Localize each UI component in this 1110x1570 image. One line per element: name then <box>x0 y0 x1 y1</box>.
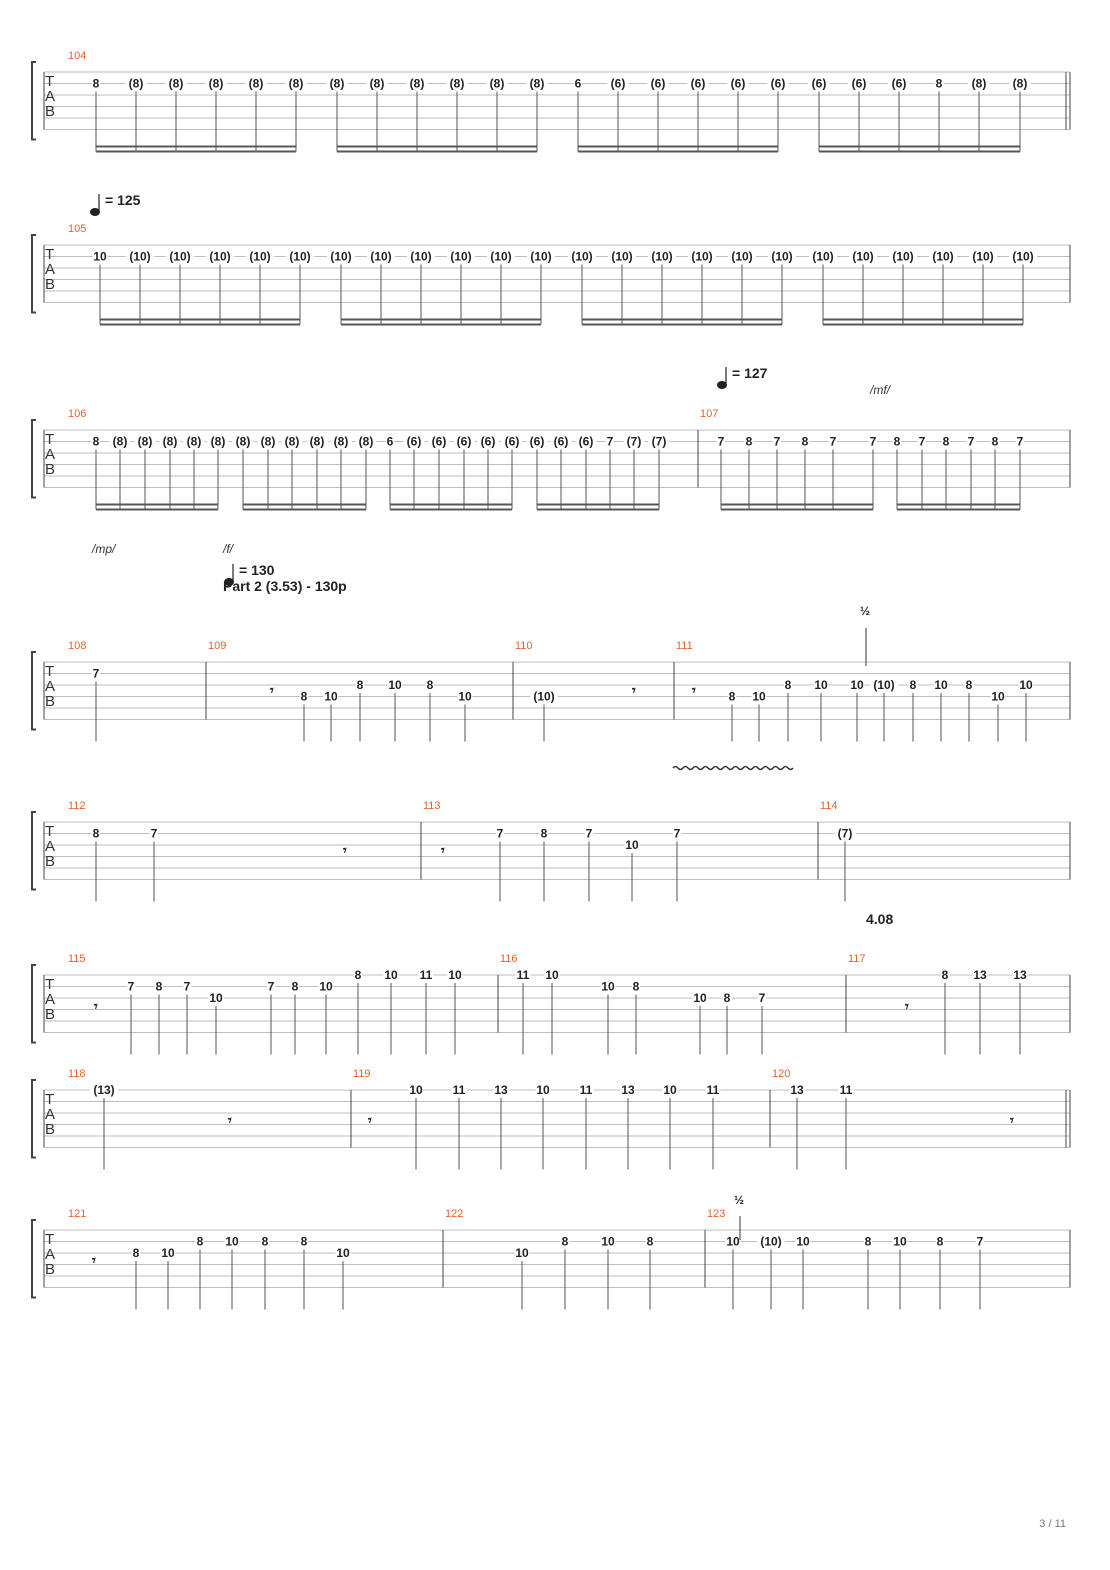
fret-number: (10) <box>530 249 552 264</box>
fret-number: (10) <box>760 1234 782 1249</box>
fret-number: 8 <box>941 968 949 982</box>
fret-number: (8) <box>409 76 425 91</box>
tab-clef-letter: B <box>45 103 56 120</box>
fret-number: 8 <box>356 678 364 692</box>
fret-number: (6) <box>730 76 746 91</box>
fret-number: 8 <box>909 678 917 692</box>
tab-clef-letter: B <box>45 276 56 293</box>
fret-number: (6) <box>891 76 907 91</box>
fret-number: 8 <box>261 1234 269 1249</box>
tempo-mark: = 127 <box>732 365 768 381</box>
fret-number: 8 <box>300 689 308 704</box>
system-bracket <box>32 1080 36 1158</box>
tab-clef-letter: T <box>45 431 55 448</box>
fret-number: (7) <box>626 434 642 449</box>
tab-clef-letter: B <box>45 853 56 870</box>
fret-number: 10 <box>1019 678 1033 692</box>
fret-number: (8) <box>358 434 374 449</box>
measure-number: 105 <box>68 223 87 235</box>
fret-number: 10 <box>209 991 223 1005</box>
fret-number: 13 <box>621 1083 635 1097</box>
fret-number: (6) <box>851 76 867 91</box>
fret-number: 7 <box>773 434 781 449</box>
fret-number: 10 <box>384 968 398 982</box>
fret-number: (10) <box>129 249 151 264</box>
rest-icon: 𝄾 <box>228 1112 232 1128</box>
fret-number: 8 <box>936 1234 944 1249</box>
fret-number: 13 <box>790 1083 804 1097</box>
fret-number: 7 <box>127 979 135 994</box>
fret-number: 8 <box>354 968 362 982</box>
fret-number: (10) <box>330 249 352 264</box>
fret-number: 8 <box>965 678 973 692</box>
tab-clef-letter: A <box>45 838 56 855</box>
fret-number: 13 <box>494 1083 508 1097</box>
fret-number: 11 <box>516 968 530 982</box>
fret-number: (8) <box>137 434 153 449</box>
fret-number: (8) <box>284 434 300 449</box>
tab-clef-letter: A <box>45 1246 56 1263</box>
fret-number: (8) <box>333 434 349 449</box>
fret-number: (6) <box>578 434 594 449</box>
fret-number: (8) <box>288 76 304 91</box>
fret-number: 8 <box>92 76 100 91</box>
rest-icon: 𝄾 <box>441 842 445 858</box>
fret-number: 8 <box>893 434 901 449</box>
fret-number: 10 <box>448 968 462 982</box>
fret-number: (6) <box>529 434 545 449</box>
fret-number: 8 <box>155 979 163 994</box>
fret-number: 7 <box>829 434 837 449</box>
fret-number: (10) <box>249 249 271 264</box>
tab-clef-letter: A <box>45 991 56 1008</box>
fret-number: (6) <box>690 76 706 91</box>
fret-number: (8) <box>329 76 345 91</box>
fret-number: (10) <box>450 249 472 264</box>
measure-number: 116 <box>500 953 518 965</box>
fret-number: (13) <box>93 1083 115 1097</box>
fret-number: (8) <box>112 434 128 449</box>
measure-number: 104 <box>68 50 87 62</box>
fret-number: (10) <box>209 249 231 264</box>
fret-number: 10 <box>319 979 333 994</box>
tab-clef-letter: A <box>45 261 56 278</box>
fret-number: 13 <box>973 968 987 982</box>
rest-icon: 𝄾 <box>92 1252 96 1268</box>
fret-number: 7 <box>673 826 681 841</box>
system-bracket <box>32 62 36 140</box>
fret-number: (10) <box>533 689 555 704</box>
fret-number: (10) <box>611 249 633 264</box>
fret-number: (10) <box>852 249 874 264</box>
tempo-mark: = 130 <box>239 562 275 578</box>
fret-number: (10) <box>771 249 793 264</box>
fret-number: 10 <box>336 1246 350 1260</box>
fret-number: 8 <box>801 434 809 449</box>
fret-number: 8 <box>196 1234 204 1249</box>
fret-number: 10 <box>991 689 1005 704</box>
fret-number: 7 <box>869 434 877 449</box>
fret-number: (8) <box>162 434 178 449</box>
tab-clef-letter: B <box>45 693 56 710</box>
fret-number: 10 <box>893 1234 907 1249</box>
tab-clef-letter: T <box>45 246 55 263</box>
fret-number: 10 <box>625 838 639 852</box>
fret-number: 10 <box>388 678 402 692</box>
fret-number: 8 <box>864 1234 872 1249</box>
fret-number: (8) <box>449 76 465 91</box>
fret-number: (6) <box>431 434 447 449</box>
fret-number: (6) <box>504 434 520 449</box>
fret-number: 8 <box>291 979 299 994</box>
fret-number: 7 <box>496 826 504 841</box>
fret-number: 11 <box>419 968 433 982</box>
fret-number: 7 <box>150 826 158 841</box>
fret-number: 8 <box>132 1246 140 1260</box>
fret-number: 6 <box>574 76 582 91</box>
fret-number: (6) <box>553 434 569 449</box>
rest-icon: 𝄾 <box>905 998 909 1014</box>
tab-clef-letter: T <box>45 1231 55 1248</box>
fret-number: 8 <box>723 991 731 1005</box>
fret-number: (10) <box>731 249 753 264</box>
fret-number: (8) <box>260 434 276 449</box>
section-marker: Part 2 (3.53) - 130p <box>223 578 347 594</box>
tab-clef-letter: A <box>45 446 56 463</box>
fret-number: (8) <box>248 76 264 91</box>
fret-number: 8 <box>92 434 100 449</box>
page-number: 3 / 11 <box>1039 1518 1066 1530</box>
measure-number: 108 <box>68 640 87 652</box>
fret-number: 10 <box>225 1234 239 1249</box>
fret-number: 8 <box>540 826 548 841</box>
system-bracket <box>32 812 36 890</box>
dynamic-marking: /mf/ <box>870 383 890 397</box>
system-bracket <box>32 965 36 1043</box>
measure-number: 117 <box>848 953 866 965</box>
tab-clef-letter: A <box>45 678 56 695</box>
fret-number: 10 <box>934 678 948 692</box>
rest-icon: 𝄾 <box>1010 1112 1014 1128</box>
fret-number: (6) <box>811 76 827 91</box>
measure-number: 120 <box>772 1068 791 1080</box>
tab-clef-letter: A <box>45 1106 56 1123</box>
time-marker: 4.08 <box>866 911 894 927</box>
fret-number: 10 <box>601 1234 615 1249</box>
fret-number: 10 <box>161 1246 175 1260</box>
fret-number: (10) <box>1012 249 1034 264</box>
fret-number: 10 <box>545 968 559 982</box>
fret-number: (7) <box>651 434 667 449</box>
fret-number: 7 <box>1016 434 1024 449</box>
fret-number: 7 <box>92 666 100 681</box>
fret-number: (10) <box>370 249 392 264</box>
fret-number: (8) <box>128 76 144 91</box>
fret-number: (8) <box>186 434 202 449</box>
fret-number: (10) <box>873 678 895 692</box>
tab-clef-letter: T <box>45 823 55 840</box>
fret-number: 10 <box>324 689 338 704</box>
fret-number: (10) <box>410 249 432 264</box>
fret-number: 8 <box>426 678 434 692</box>
tab-clef-letter: T <box>45 976 55 993</box>
fret-number: (10) <box>651 249 673 264</box>
fret-number: 7 <box>758 991 766 1005</box>
vibrato-icon <box>673 767 793 770</box>
fret-number: 10 <box>693 991 707 1005</box>
fret-number: 10 <box>536 1083 550 1097</box>
measure-number: 109 <box>208 640 227 652</box>
fret-number: 7 <box>606 434 614 449</box>
tab-clef-letter: B <box>45 1006 56 1023</box>
fret-number: (10) <box>490 249 512 264</box>
fret-number: (10) <box>289 249 311 264</box>
fret-number: (8) <box>208 76 224 91</box>
rest-icon: 𝄾 <box>343 842 347 858</box>
fret-number: 8 <box>991 434 999 449</box>
fret-number: (8) <box>971 76 987 91</box>
fret-number: (10) <box>571 249 593 264</box>
rest-icon: 𝄾 <box>270 682 274 698</box>
fret-number: (10) <box>691 249 713 264</box>
measure-number: 112 <box>68 800 86 812</box>
fret-number: 7 <box>717 434 725 449</box>
measure-number: 111 <box>676 640 693 652</box>
fret-number: (10) <box>972 249 994 264</box>
fret-number: (8) <box>1012 76 1028 91</box>
bend-label: ½ <box>860 604 871 618</box>
fret-number: 10 <box>458 689 472 704</box>
system-bracket <box>32 1220 36 1298</box>
fret-number: 7 <box>976 1234 984 1249</box>
tab-clef-letter: B <box>45 1261 56 1278</box>
dynamic-marking: /f/ <box>223 542 234 556</box>
fret-number: (10) <box>932 249 954 264</box>
fret-number: 8 <box>632 979 640 994</box>
rest-icon: 𝄾 <box>632 682 636 698</box>
fret-number: (6) <box>770 76 786 91</box>
fret-number: 10 <box>515 1246 529 1260</box>
measure-number: 119 <box>353 1068 371 1080</box>
fret-number: 11 <box>452 1083 466 1097</box>
measure-number: 110 <box>515 640 533 652</box>
measure-number: 123 <box>707 1208 726 1220</box>
fret-number: (8) <box>489 76 505 91</box>
tab-clef-letter: T <box>45 73 55 90</box>
fret-number: (6) <box>650 76 666 91</box>
fret-number: (10) <box>812 249 834 264</box>
tempo-mark: = 125 <box>105 192 141 208</box>
measure-number: 107 <box>700 408 719 420</box>
rest-icon: 𝄾 <box>692 682 696 698</box>
system-bracket <box>32 235 36 313</box>
fret-number: (8) <box>529 76 545 91</box>
bend-label: ½ <box>734 1193 745 1207</box>
tab-clef-letter: T <box>45 663 55 680</box>
fret-number: 10 <box>850 678 864 692</box>
measure-number: 114 <box>820 800 838 812</box>
fret-number: 7 <box>267 979 275 994</box>
fret-number: (8) <box>210 434 226 449</box>
fret-number: 8 <box>942 434 950 449</box>
fret-number: (6) <box>480 434 496 449</box>
fret-number: 7 <box>967 434 975 449</box>
system-bracket <box>32 420 36 498</box>
fret-number: (8) <box>235 434 251 449</box>
fret-number: 10 <box>663 1083 677 1097</box>
fret-number: 7 <box>918 434 926 449</box>
fret-number: 8 <box>561 1234 569 1249</box>
measure-number: 121 <box>68 1208 87 1220</box>
fret-number: 8 <box>935 76 943 91</box>
fret-number: (8) <box>309 434 325 449</box>
fret-number: 8 <box>745 434 753 449</box>
tab-clef-letter: B <box>45 461 56 478</box>
fret-number: 10 <box>752 689 766 704</box>
tab-clef-letter: A <box>45 88 56 105</box>
measure-number: 122 <box>445 1208 464 1220</box>
rest-icon: 𝄾 <box>368 1112 372 1128</box>
fret-number: 10 <box>601 979 615 994</box>
tab-clef-letter: B <box>45 1121 56 1138</box>
fret-number: (6) <box>456 434 472 449</box>
measure-number: 106 <box>68 408 87 420</box>
fret-number: (10) <box>892 249 914 264</box>
fret-number: 10 <box>93 249 107 264</box>
fret-number: (6) <box>610 76 626 91</box>
system-bracket <box>32 652 36 730</box>
fret-number: 10 <box>796 1234 810 1249</box>
fret-number: (6) <box>406 434 422 449</box>
measure-number: 115 <box>68 953 86 965</box>
fret-number: 11 <box>579 1083 593 1097</box>
measure-number: 113 <box>423 800 441 812</box>
fret-number: 11 <box>706 1083 720 1097</box>
fret-number: 10 <box>814 678 828 692</box>
dynamic-marking: /mp/ <box>92 542 116 556</box>
fret-number: (10) <box>169 249 191 264</box>
measure-number: 118 <box>68 1068 86 1080</box>
fret-number: 10 <box>726 1234 740 1249</box>
fret-number: 8 <box>300 1234 308 1249</box>
tab-clef-letter: T <box>45 1091 55 1108</box>
fret-number: (8) <box>168 76 184 91</box>
fret-number: 7 <box>183 979 191 994</box>
fret-number: 7 <box>585 826 593 841</box>
fret-number: 8 <box>92 826 100 841</box>
fret-number: 10 <box>409 1083 423 1097</box>
fret-number: 8 <box>784 678 792 692</box>
fret-number: (7) <box>837 826 853 841</box>
rest-icon: 𝄾 <box>94 998 98 1014</box>
fret-number: 6 <box>386 434 394 449</box>
fret-number: 8 <box>728 689 736 704</box>
fret-number: 8 <box>646 1234 654 1249</box>
fret-number: (8) <box>369 76 385 91</box>
fret-number: 11 <box>839 1083 853 1097</box>
fret-number: 13 <box>1013 968 1027 982</box>
